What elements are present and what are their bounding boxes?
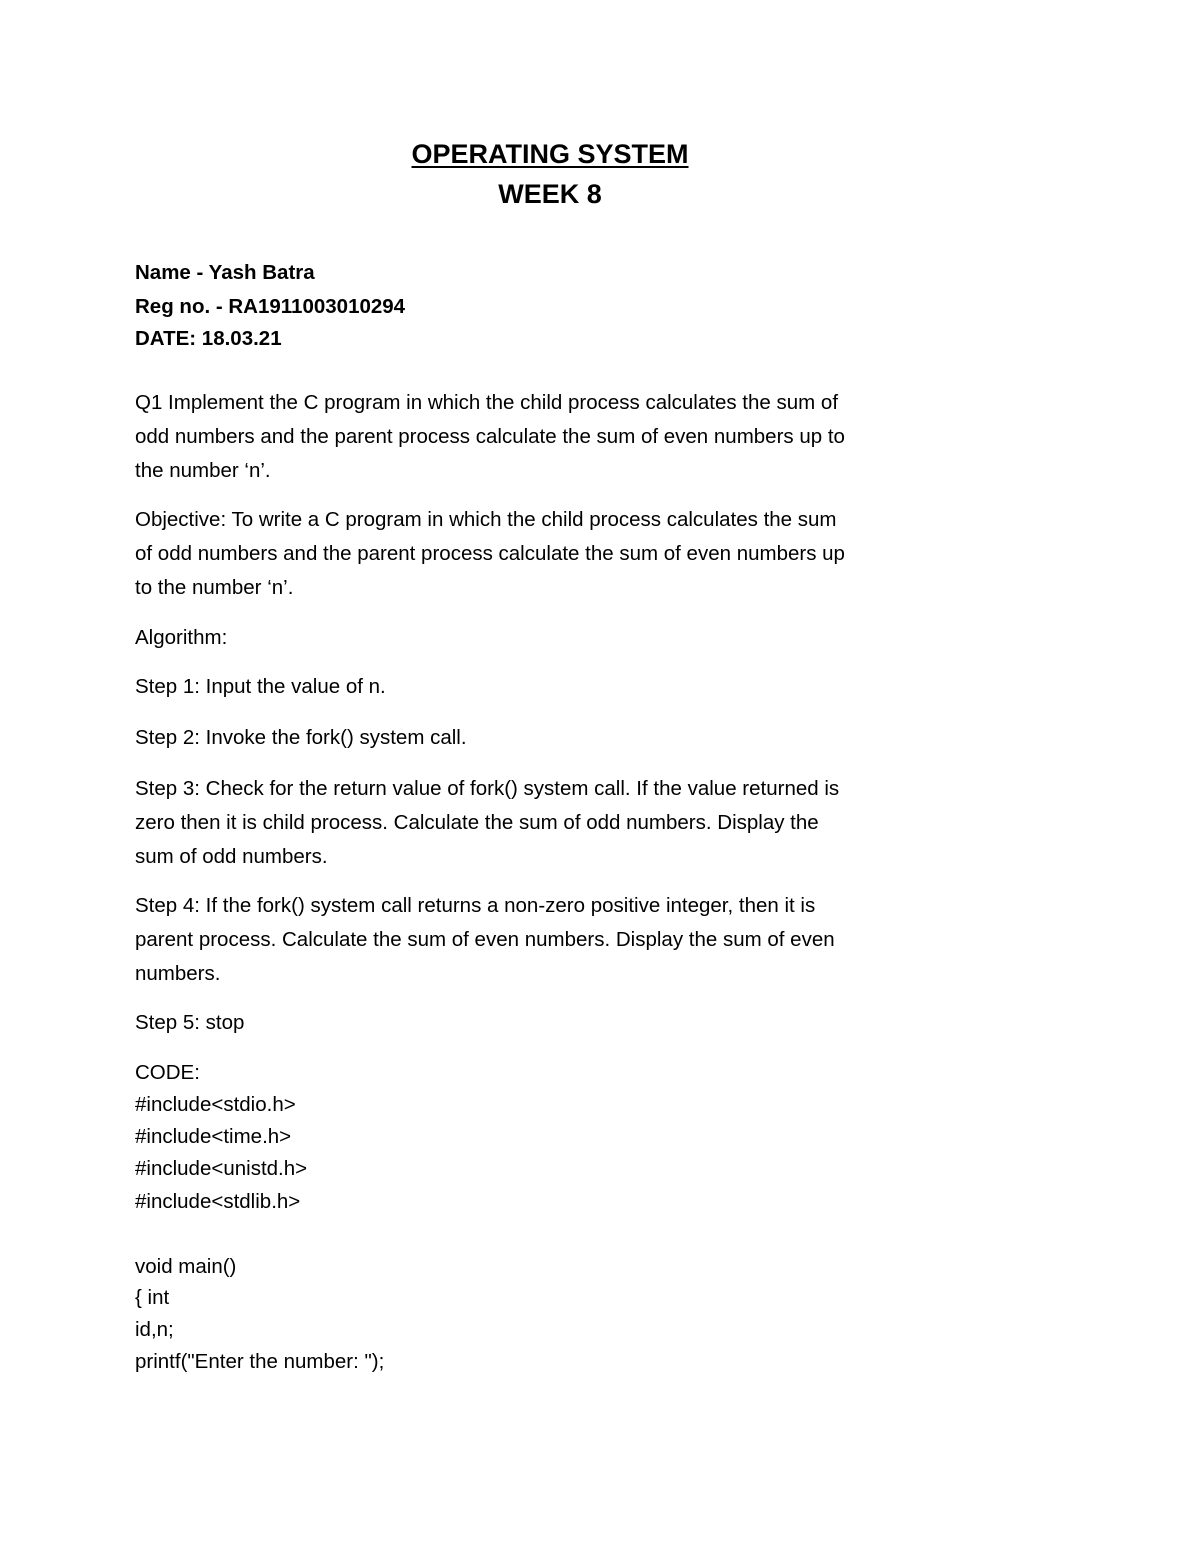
- step-2: Step 2: Invoke the fork() system call.: [135, 726, 467, 749]
- code-line: #include<time.h>: [135, 1125, 292, 1148]
- step-4-line: parent process. Calculate the sum of even numbers. Display the sum of even: [135, 928, 835, 951]
- step-5: Step 5: stop: [135, 1011, 245, 1034]
- step-3-line: zero then it is child process. Calculate the sum of odd numbers. Display the: [135, 811, 819, 834]
- reg-number: Reg no. - RA1911003010294: [135, 295, 406, 318]
- step-1: Step 1: Input the value of n.: [135, 675, 386, 698]
- document-subtitle: WEEK 8: [498, 179, 602, 209]
- algorithm-heading: Algorithm:: [135, 626, 228, 649]
- code-line: #include<unistd.h>: [135, 1157, 308, 1180]
- document-title: OPERATING SYSTEM: [411, 139, 689, 169]
- step-3-line: Step 3: Check for the return value of fork() system call. If the value returned is: [135, 777, 840, 800]
- code-line: id,n;: [135, 1318, 174, 1341]
- question-line: the number ‘n’.: [135, 459, 271, 482]
- code-line: #include<stdlib.h>: [135, 1190, 301, 1213]
- step-3-line: sum of odd numbers.: [135, 845, 328, 868]
- code-heading: CODE:: [135, 1061, 200, 1084]
- question-line: odd numbers and the parent process calculate the sum of even numbers up to: [135, 425, 845, 448]
- objective-line: Objective: To write a C program in which the child process calculates the sum: [135, 508, 837, 531]
- code-line: { int: [135, 1286, 170, 1309]
- step-4-line: numbers.: [135, 962, 221, 985]
- step-4-line: Step 4: If the fork() system call returns a non-zero positive integer, then it is: [135, 894, 816, 917]
- question-line: Q1 Implement the C program in which the child process calculates the sum of: [135, 391, 839, 414]
- code-line: #include<stdio.h>: [135, 1093, 296, 1116]
- code-line: void main(): [135, 1255, 237, 1278]
- student-name: Name - Yash Batra: [135, 261, 315, 284]
- code-line: printf("Enter the number: ");: [135, 1350, 385, 1373]
- date: DATE: 18.03.21: [135, 327, 282, 350]
- objective-line: of odd numbers and the parent process calculate the sum of even numbers up: [135, 542, 845, 565]
- objective-line: to the number ‘n’.: [135, 576, 294, 599]
